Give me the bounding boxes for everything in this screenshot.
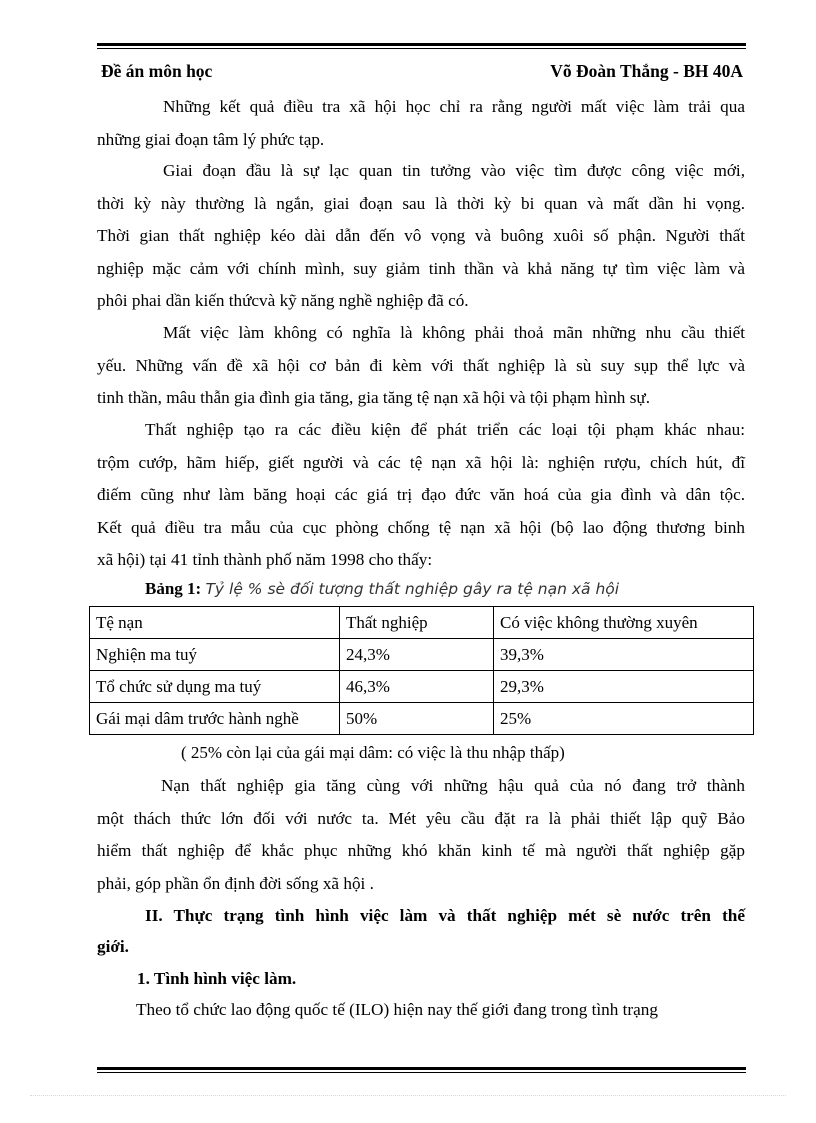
table-cell: 25% [494,703,754,735]
paragraph-3 [97,317,745,415]
header-rule [97,43,746,49]
paragraph-line: nghiệp mặc cảm với chính mình, suy giảm tinh thần và khả năng tự tìm việc làm và [97,258,745,278]
paragraph-line: Giai đoạn đầu là sự lạc quan tin tưởng vào việc tìm được công việc mới, [163,161,745,180]
paragraph-line: Thời gian thất nghiệp kéo dài dẫn đến vô vọng và buông xuôi số phận. Người thất [97,226,745,245]
paragraph-last-line: Theo tổ chức lao động quốc tế (ILO) hiện nay thế giới đang trong tình trạng [136,1000,658,1019]
table-row [90,671,754,703]
table-cell: 39,3% [494,639,754,671]
paragraph-line: điếm cũng như làm băng hoại các giá trị đạo đức văn hoá của gia đình và dân tộc. [97,485,745,504]
table-cell: 24,3% [340,639,494,671]
paragraph-line: hiểm thất nghiệp để khắc phục những khó khăn kinh tế mà người thất nghiệp gặp [97,841,745,860]
header-course-title: Đề án môn học [101,61,213,81]
section-heading [97,900,745,962]
paragraph-line: Nạn thất nghiệp gia tăng cùng với những hậu quả của nó đang trở thành [161,776,745,795]
table-cell: Nghiện ma tuý [90,639,340,671]
table-caption [145,576,619,602]
paragraph-line: thời kỳ này thường là ngắn, giai đoạn sau là thời kỳ bi quan và mất dần hi vọng. [97,193,745,213]
paragraph-line: phải, góp phần ổn định đời sống xã hội . [97,873,374,893]
footer-rule [97,1067,746,1073]
statistics-table [89,606,754,735]
table-cell: 46,3% [340,671,494,703]
paragraph-line: Thất nghiệp tạo ra các điều kiện để phát triển các loại tội phạm khác nhau: [145,420,745,439]
page-header [101,59,746,83]
table-header-cell: Tệ nạn [90,607,340,639]
paragraph-line: phôi phai dần kiến thứcvà kỹ năng nghề nghiệp đã có. [97,291,469,310]
paragraph-line: Mất việc làm không có nghĩa là không phải thoả mãn những nhu cầu thiết [163,323,745,342]
table-row [90,639,754,671]
table-cell: 29,3% [494,671,754,703]
paragraph-1 [97,91,745,156]
table-caption-label: Bảng 1: [145,579,202,598]
table-cell: Tổ chức sử dụng ma tuý [90,671,340,703]
table-cell: 50% [340,703,494,735]
section-heading-line: II. Thực trạng tình hình việc làm và thất nghiệp mét sè nước trên thế [145,906,745,925]
page-bottom-divider [30,1095,786,1096]
paragraph-line: xã hội) tại 41 tỉnh thành phố năm 1998 cho thấy: [97,550,433,569]
paragraph-5 [97,770,745,900]
paragraph-line: một thách thức lớn đối với nước ta. Mét yêu cầu đặt ra là phải thiết lập quỹ Bảo [97,808,745,828]
paragraph-4 [97,414,745,577]
paragraph-2 [97,155,745,318]
table-caption-text: Tỷ lệ % sè đối tượng thất nghiệp gây ra tệ nạn xã hội [205,580,620,598]
paragraph-line: tinh thần, mâu thẫn gia đình gia tăng, gia tăng tệ nạn xã hội và tội phạm hình sự. [97,388,650,407]
paragraph-line: Kết quả điều tra mẫu của cục phòng chống tệ nạn xã hội (bộ lao động thương binh [97,517,745,537]
paragraph-line: yếu. Những vấn đề xã hội cơ bản đi kèm với thất nghiệp là sù suy sụp thể lực và [97,355,745,375]
paragraph-line: Những kết quả điều tra xã hội học chỉ ra rằng người mất việc làm trải qua [163,97,745,116]
table-header-cell: Có việc không thường xuyên [494,607,754,639]
subsection-heading: 1. Tình hình việc làm. [137,969,297,988]
table-row [90,703,754,735]
header-author: Võ Đoàn Thắng - BH 40A [550,61,743,81]
table-header-row [90,607,754,639]
section-heading-line: giới. [97,937,129,956]
paragraph-line: những giai đoạn tâm lý phức tạp. [97,129,325,149]
paragraph-line: trộm cướp, hãm hiếp, giết người và các tệ nạn xã hội là: nghiện rượu, chích hút, đĩ [97,452,745,472]
table-cell: Gái mại dâm trước hành nghề [90,703,340,735]
table-note: ( 25% còn lại của gái mại dâm: có việc là thu nhập thấp) [181,743,565,762]
table-header-cell: Thất nghiệp [340,607,494,639]
